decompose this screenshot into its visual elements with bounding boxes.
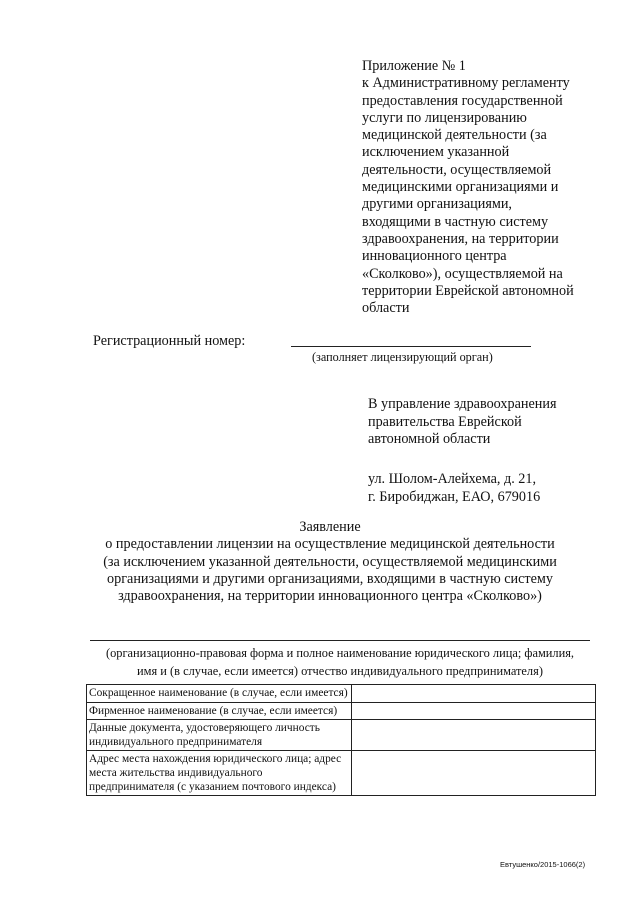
registration-number-hint: (заполняет лицензирующий орган)	[312, 350, 493, 364]
appendix-line: предоставления государственной	[362, 92, 563, 109]
application-heading	[80, 519, 580, 605]
appendix-line: исключением указанной	[362, 144, 510, 161]
address-line: ул. Шолом-Алейхема, д. 21,	[368, 471, 537, 487]
table-cell-value[interactable]	[352, 685, 596, 703]
appendix-line: медицинской деятельности (за	[362, 127, 547, 144]
appendix-line: области	[362, 300, 410, 317]
table-row	[87, 751, 596, 796]
document-code: Евтушенко/2015-1066(2)	[500, 860, 586, 869]
application-subtitle-line: организациями и другими организациями, входящими в частную систему	[107, 570, 553, 587]
appendix-line: другими организациями,	[362, 196, 512, 213]
address-line: г. Биробиджан, ЕАО, 679016	[368, 488, 541, 505]
appendix-line: территории Еврейской автономной	[362, 282, 574, 299]
appendix-line: Приложение № 1	[362, 58, 466, 74]
table-cell-label: Адрес места нахождения юридического лица; адрес места жительства индивидуального предпринимателя (с указанием почтового индекса)	[87, 751, 352, 796]
addressee-line: В управление здравоохранения	[368, 396, 557, 412]
application-subtitle-line: (за исключением указанной деятельности, осуществляемой медицинскими	[103, 553, 557, 570]
application-subtitle-line: о предоставлении лицензии на осуществление медицинской деятельности	[105, 536, 555, 553]
table-row	[87, 702, 596, 720]
application-title: Заявление	[299, 519, 361, 535]
table-cell-value[interactable]	[352, 702, 596, 720]
table-cell-value[interactable]	[352, 751, 596, 796]
appendix-line: деятельности, осуществляемой	[362, 161, 552, 178]
organization-name-hint	[85, 644, 595, 680]
organization-hint-line: имя и (в случае, если имеется) отчество индивидуального предпринимателя)	[137, 664, 543, 678]
table-row	[87, 685, 596, 703]
table-cell-label: Фирменное наименование (в случае, если имеется)	[87, 702, 352, 720]
addressee-line: правительства Еврейской	[368, 413, 522, 430]
address-block	[368, 471, 540, 506]
appendix-line: инновационного центра	[362, 248, 507, 265]
registration-number-field-line[interactable]	[291, 346, 531, 347]
appendix-line: здравоохранения, на территории	[362, 230, 559, 247]
table-cell-label: Данные документа, удостоверяющего личность индивидуального предпринимателя	[87, 720, 352, 751]
appendix-line: «Сколково»), осуществляемой на	[362, 265, 563, 282]
table-cell-label: Сокращенное наименование (в случае, если имеется)	[87, 685, 352, 703]
registration-number-label: Регистрационный номер:	[93, 333, 246, 349]
appendix-line: входящими в частную систему	[362, 213, 549, 230]
table-row	[87, 720, 596, 751]
organization-name-field-line[interactable]	[90, 640, 590, 641]
addressee-block	[368, 396, 556, 449]
addressee-line: автономной области	[368, 431, 491, 447]
table-cell-value[interactable]	[352, 720, 596, 751]
appendix-line: услуги по лицензированию	[362, 109, 527, 126]
appendix-line: к Административному регламенту	[362, 75, 570, 92]
applicant-info-table	[86, 684, 596, 796]
appendix-block	[362, 58, 622, 317]
appendix-line: медицинскими организациями и	[362, 179, 559, 196]
application-subtitle-line: здравоохранения, на территории инновационного центра «Сколково»)	[118, 588, 542, 605]
organization-hint-line: (организационно-правовая форма и полное наименование юридического лица; фамилия,	[105, 646, 575, 660]
